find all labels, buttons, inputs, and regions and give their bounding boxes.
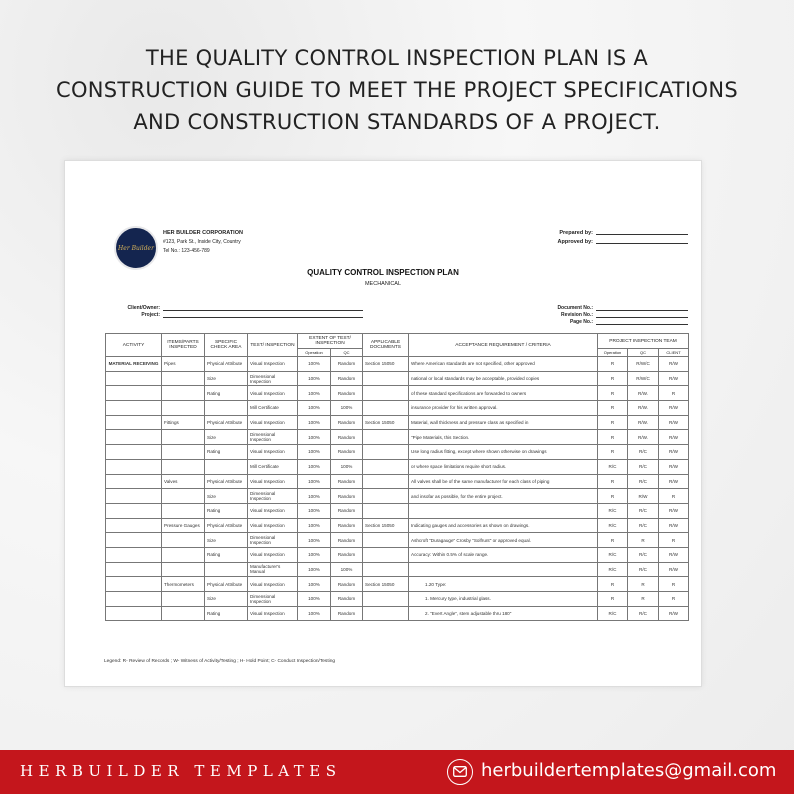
cell-test: Visual Inspection (248, 474, 298, 489)
table-row (106, 489, 689, 504)
cell-activity: MATERIAL RECEIVING (106, 357, 162, 372)
cell-team-qc: R/C (628, 445, 659, 460)
cell-criteria: 1. Mercury type, industrial glass. (409, 592, 598, 607)
company-name: HER BUILDER CORPORATION (163, 230, 243, 236)
cell-check-area: Size (205, 533, 248, 548)
cell-criteria: Material, wall thickness and pressure class as specified in (409, 415, 598, 430)
cell-extent-operation: 100% (298, 518, 331, 533)
cell-test: Visual Inspection (248, 577, 298, 592)
document-no-label: Document No.: (557, 305, 593, 311)
cell-team-client: R (659, 489, 689, 504)
document-subtitle: MECHANICAL (364, 281, 402, 287)
cell-criteria: national or local standards may be acceptable, provided copies (409, 371, 598, 386)
cell-items (162, 533, 205, 548)
cell-activity (106, 371, 162, 386)
cell-extent-qc: 100% (331, 401, 363, 416)
cell-items: Pipes (162, 357, 205, 372)
cell-team-operation: R (598, 401, 628, 416)
cell-items: Fittings (162, 415, 205, 430)
cell-extent-operation: 100% (298, 547, 331, 562)
table-row (106, 562, 689, 577)
cell-check-area: Physical Attribute (205, 577, 248, 592)
cell-team-operation: R (598, 386, 628, 401)
cell-test: Mill Certificate (248, 401, 298, 416)
cell-extent-qc: 100% (331, 562, 363, 577)
cell-documents (363, 533, 409, 548)
cell-activity (106, 562, 162, 577)
cell-documents (363, 592, 409, 607)
inspection-table (105, 333, 689, 621)
cell-team-operation: R (598, 445, 628, 460)
footer-bar (0, 750, 794, 794)
header-team-qc: QC (628, 349, 659, 357)
cell-activity (106, 592, 162, 607)
cell-team-qc: R/W/C (628, 357, 659, 372)
cell-documents (363, 386, 409, 401)
cell-team-client: R/W (659, 415, 689, 430)
cell-team-operation: R (598, 415, 628, 430)
cell-activity (106, 459, 162, 474)
cell-activity (106, 606, 162, 621)
cell-extent-qc: Random (331, 518, 363, 533)
cell-test: Visual Inspection (248, 503, 298, 518)
cell-extent-operation: 100% (298, 445, 331, 460)
cell-items: Thermometers (162, 577, 205, 592)
header-extent-qc: QC (331, 349, 363, 357)
cell-team-qc: R/W. (628, 415, 659, 430)
headline-line: THE QUALITY CONTROL INSPECTION PLAN IS A (145, 46, 649, 70)
cell-team-operation: R/C (598, 503, 628, 518)
cell-team-operation: R/C (598, 562, 628, 577)
prepared-field[interactable] (596, 229, 688, 235)
cell-test: Visual Inspection (248, 606, 298, 621)
cell-team-client: R/W (659, 562, 689, 577)
header-team: PROJECT INSPECTION TEAM (598, 334, 689, 349)
cell-documents (363, 474, 409, 489)
cell-items (162, 592, 205, 607)
cell-check-area: Physical Attribute (205, 357, 248, 372)
table-row (106, 371, 689, 386)
cell-documents (363, 401, 409, 416)
cell-check-area (205, 562, 248, 577)
table-row (106, 474, 689, 489)
cell-criteria: Ashcroft "Duragauge" Crosby "Solfrunt" or approved equal. (409, 533, 598, 548)
cell-check-area: Physical Attribute (205, 518, 248, 533)
cell-activity (106, 533, 162, 548)
cell-items (162, 459, 205, 474)
cell-team-operation: R/C (598, 518, 628, 533)
cell-team-operation: R (598, 357, 628, 372)
cell-criteria: "Pipe Materials, this Section. (409, 430, 598, 445)
cell-extent-qc: Random (331, 371, 363, 386)
client-block (105, 305, 363, 319)
cell-documents: Section 15050 (363, 415, 409, 430)
cell-extent-operation: 100% (298, 562, 331, 577)
cell-extent-operation: 100% (298, 401, 331, 416)
cell-items (162, 606, 205, 621)
cell-activity (106, 415, 162, 430)
company-address: #123, Park St., Inside City, Country (163, 239, 241, 245)
cell-extent-qc: 100% (331, 459, 363, 474)
cell-team-client: R (659, 386, 689, 401)
cell-team-qc: R/C (628, 547, 659, 562)
cell-activity (106, 489, 162, 504)
cell-activity (106, 518, 162, 533)
cell-check-area: Physical Attribute (205, 415, 248, 430)
cell-check-area (205, 459, 248, 474)
cell-extent-operation: 100% (298, 533, 331, 548)
cell-team-client: R/W (659, 445, 689, 460)
email-link[interactable]: herbuildertemplates@gmail.com (481, 760, 777, 781)
cell-criteria: All valves shall be of the same manufacturer for each class of piping (409, 474, 598, 489)
headline (0, 42, 794, 138)
cell-extent-operation: 100% (298, 503, 331, 518)
cell-extent-operation: 100% (298, 577, 331, 592)
header-activity: ACTIVITY (106, 334, 162, 357)
cell-items (162, 430, 205, 445)
document-title: QUALITY CONTROL INSPECTION PLAN (307, 268, 459, 277)
cell-activity (106, 386, 162, 401)
cell-test: Dimensional Inspection (248, 533, 298, 548)
cell-activity (106, 430, 162, 445)
header-check-area: SPECIFIC CHECK AREA (205, 334, 248, 357)
cell-team-qc: R (628, 577, 659, 592)
cell-test: Dimensional Inspection (248, 489, 298, 504)
revision-no-field[interactable] (596, 312, 688, 318)
cell-documents (363, 489, 409, 504)
table-row (106, 386, 689, 401)
company-tel: Tel No.: 123-456-789 (163, 248, 210, 254)
cell-extent-operation: 100% (298, 415, 331, 430)
cell-criteria: 1.20 Type: (409, 577, 598, 592)
cell-extent-qc: Random (331, 606, 363, 621)
cell-criteria: or where space limitations require short radius. (409, 459, 598, 474)
cell-team-qc: R/C (628, 459, 659, 474)
page-no-field[interactable] (596, 319, 688, 325)
cell-test: Mill Certificate (248, 459, 298, 474)
client-field[interactable] (163, 305, 363, 311)
cell-documents (363, 562, 409, 577)
cell-criteria: Indicating gauges and accessories as shown on drawings. (409, 518, 598, 533)
cell-extent-qc: Random (331, 415, 363, 430)
cell-test: Visual Inspection (248, 547, 298, 562)
cell-check-area: Size (205, 592, 248, 607)
cell-items (162, 401, 205, 416)
logo-text: Her Builder (118, 244, 154, 252)
legend: Legend: R- Review of Records ; W- Witness of Activity/Testing ; H- Hold Point; C- Conduct Inspection/Testing (104, 659, 336, 664)
cell-items (162, 386, 205, 401)
cell-extent-qc: Random (331, 503, 363, 518)
cell-items: Valves (162, 474, 205, 489)
cell-extent-operation: 100% (298, 357, 331, 372)
cell-criteria: Where American standards are not specified, other approved (409, 357, 598, 372)
cell-extent-qc: Random (331, 533, 363, 548)
cell-team-operation: R (598, 371, 628, 386)
cell-extent-qc: Random (331, 489, 363, 504)
cell-activity (106, 445, 162, 460)
cell-criteria: of these standard specifications are forwarded to owners (409, 386, 598, 401)
cell-test: Visual Inspection (248, 386, 298, 401)
cell-team-qc: R/C (628, 503, 659, 518)
table-row (106, 445, 689, 460)
header-test: TEST/ INSPECTION (248, 334, 298, 357)
cell-check-area (205, 401, 248, 416)
cell-extent-qc: Random (331, 386, 363, 401)
cell-documents (363, 547, 409, 562)
cell-test: Visual Inspection (248, 518, 298, 533)
table-row (106, 357, 689, 372)
cell-documents (363, 445, 409, 460)
cell-items (162, 371, 205, 386)
cell-team-operation: R (598, 592, 628, 607)
company-logo (114, 226, 158, 270)
approved-label: Approved by: (557, 239, 593, 245)
cell-test: Visual Inspection (248, 415, 298, 430)
brand-name: HERBUILDER TEMPLATES (20, 762, 342, 780)
document-no-field[interactable] (596, 305, 688, 311)
table-row (106, 503, 689, 518)
cell-extent-operation: 100% (298, 474, 331, 489)
cell-team-operation: R (598, 533, 628, 548)
cell-team-client: R/W (659, 430, 689, 445)
cell-extent-operation: 100% (298, 606, 331, 621)
cell-extent-qc: Random (331, 430, 363, 445)
cell-team-client: R/W (659, 606, 689, 621)
cell-criteria: Accuracy: Within 0.5% of scale range. (409, 547, 598, 562)
table-row (106, 415, 689, 430)
header-documents: APPLICABLE DOCUMENTS (363, 334, 409, 357)
cell-team-client: R (659, 533, 689, 548)
email-icon (447, 759, 473, 785)
table-row (106, 430, 689, 445)
cell-documents (363, 430, 409, 445)
table-row (106, 606, 689, 621)
cell-team-client: R/W (659, 401, 689, 416)
cell-team-operation: R/C (598, 606, 628, 621)
client-label: Client/Owner: (127, 305, 160, 311)
cell-activity (106, 401, 162, 416)
cell-team-client: R (659, 577, 689, 592)
cell-team-operation: R (598, 430, 628, 445)
revision-no-label: Revision No.: (561, 312, 593, 318)
cell-team-client: R/W (659, 371, 689, 386)
cell-test: Dimensional Inspection (248, 430, 298, 445)
cell-documents (363, 606, 409, 621)
cell-team-qc: R (628, 533, 659, 548)
cell-criteria: 2. "Evert Angle", stem adjustable thru 180" (409, 606, 598, 621)
cell-team-client: R/W (659, 518, 689, 533)
cell-documents: Section 15050 (363, 518, 409, 533)
cell-test: Dimensional Inspection (248, 371, 298, 386)
cell-criteria: and insofar as possible, for the entire project. (409, 489, 598, 504)
project-field[interactable] (163, 312, 363, 318)
cell-extent-qc: Random (331, 577, 363, 592)
cell-activity (106, 547, 162, 562)
cell-team-qc: R/C (628, 518, 659, 533)
cell-team-qc: R/W (628, 489, 659, 504)
cell-extent-operation: 100% (298, 489, 331, 504)
cell-check-area: Rating (205, 606, 248, 621)
cell-team-client: R/W (659, 459, 689, 474)
cell-team-client: R/W (659, 357, 689, 372)
cell-test: Manufacturer's Manual (248, 562, 298, 577)
table-row (106, 401, 689, 416)
cell-documents (363, 371, 409, 386)
cell-test: Dimensional Inspection (248, 592, 298, 607)
cell-test: Visual Inspection (248, 357, 298, 372)
cell-activity (106, 503, 162, 518)
cell-check-area: Rating (205, 547, 248, 562)
cell-items (162, 562, 205, 577)
cell-team-qc: R/W. (628, 430, 659, 445)
cell-team-qc: R/C (628, 562, 659, 577)
headline-line: AND CONSTRUCTION STANDARDS OF A PROJECT. (133, 110, 661, 134)
cell-extent-qc: Random (331, 357, 363, 372)
cell-team-client: R/W (659, 547, 689, 562)
cell-items (162, 547, 205, 562)
cell-team-qc: R/C (628, 606, 659, 621)
cell-team-operation: R/C (598, 459, 628, 474)
cell-team-client: R/W (659, 503, 689, 518)
cell-extent-operation: 100% (298, 592, 331, 607)
table-row (106, 577, 689, 592)
cell-extent-qc: Random (331, 474, 363, 489)
cell-check-area: Rating (205, 445, 248, 460)
cell-check-area: Rating (205, 503, 248, 518)
cell-team-client: R/W (659, 474, 689, 489)
table-body (106, 357, 689, 621)
cell-items (162, 503, 205, 518)
cell-check-area: Size (205, 371, 248, 386)
document-numbers (520, 305, 688, 326)
cell-extent-qc: Random (331, 547, 363, 562)
cell-team-qc: R/W/C (628, 371, 659, 386)
prepared-label: Prepared by: (559, 230, 593, 236)
cell-team-operation: R (598, 474, 628, 489)
cell-team-qc: R/C (628, 474, 659, 489)
header-team-client: CLIENT (659, 349, 689, 357)
cell-team-operation: R (598, 489, 628, 504)
header-items: ITEMS/PARTS INSPECTED (162, 334, 205, 357)
table-row (106, 518, 689, 533)
cell-extent-operation: 100% (298, 386, 331, 401)
cell-activity (106, 577, 162, 592)
cell-team-operation: R/C (598, 547, 628, 562)
approved-field[interactable] (596, 238, 688, 244)
cell-check-area: Physical Attribute (205, 474, 248, 489)
cell-team-qc: R/W. (628, 386, 659, 401)
project-label: Project: (141, 312, 160, 318)
cell-items: Pressure Gauges (162, 518, 205, 533)
cell-documents: Section 15050 (363, 577, 409, 592)
page-no-label: Page No.: (569, 319, 593, 325)
cell-extent-operation: 100% (298, 371, 331, 386)
cell-extent-operation: 100% (298, 459, 331, 474)
header-extent: EXTENT OF TEST/ INSPECTION (298, 334, 363, 349)
cell-check-area: Size (205, 430, 248, 445)
cell-activity (106, 474, 162, 489)
cell-team-client: R (659, 592, 689, 607)
table-row (106, 533, 689, 548)
cell-team-operation: R (598, 577, 628, 592)
cell-extent-qc: Random (331, 445, 363, 460)
cell-criteria: insurance provider for his written approval. (409, 401, 598, 416)
cell-documents (363, 503, 409, 518)
cell-criteria (409, 503, 598, 518)
cell-criteria: Use long radius fitting, except where shown otherwise on drawings (409, 445, 598, 460)
cell-documents: Section 15050 (363, 357, 409, 372)
signoff (520, 229, 688, 247)
headline-line: CONSTRUCTION GUIDE TO MEET THE PROJECT SPECIFICATIONS (55, 78, 738, 102)
cell-items (162, 445, 205, 460)
cell-team-qc: R/W. (628, 401, 659, 416)
company-info (163, 229, 243, 256)
header-criteria: ACCEPTANCE REQUIREMENT / CRITERIA (409, 334, 598, 357)
table-row (106, 592, 689, 607)
cell-check-area: Size (205, 489, 248, 504)
cell-team-qc: R (628, 592, 659, 607)
header-team-operation: Operation (598, 349, 628, 357)
cell-extent-operation: 100% (298, 430, 331, 445)
cell-documents (363, 459, 409, 474)
cell-extent-qc: Random (331, 592, 363, 607)
table-row (106, 459, 689, 474)
cell-items (162, 489, 205, 504)
header-extent-operation: Operation (298, 349, 331, 357)
cell-check-area: Rating (205, 386, 248, 401)
cell-test: Visual Inspection (248, 445, 298, 460)
cell-criteria (409, 562, 598, 577)
table-row (106, 547, 689, 562)
